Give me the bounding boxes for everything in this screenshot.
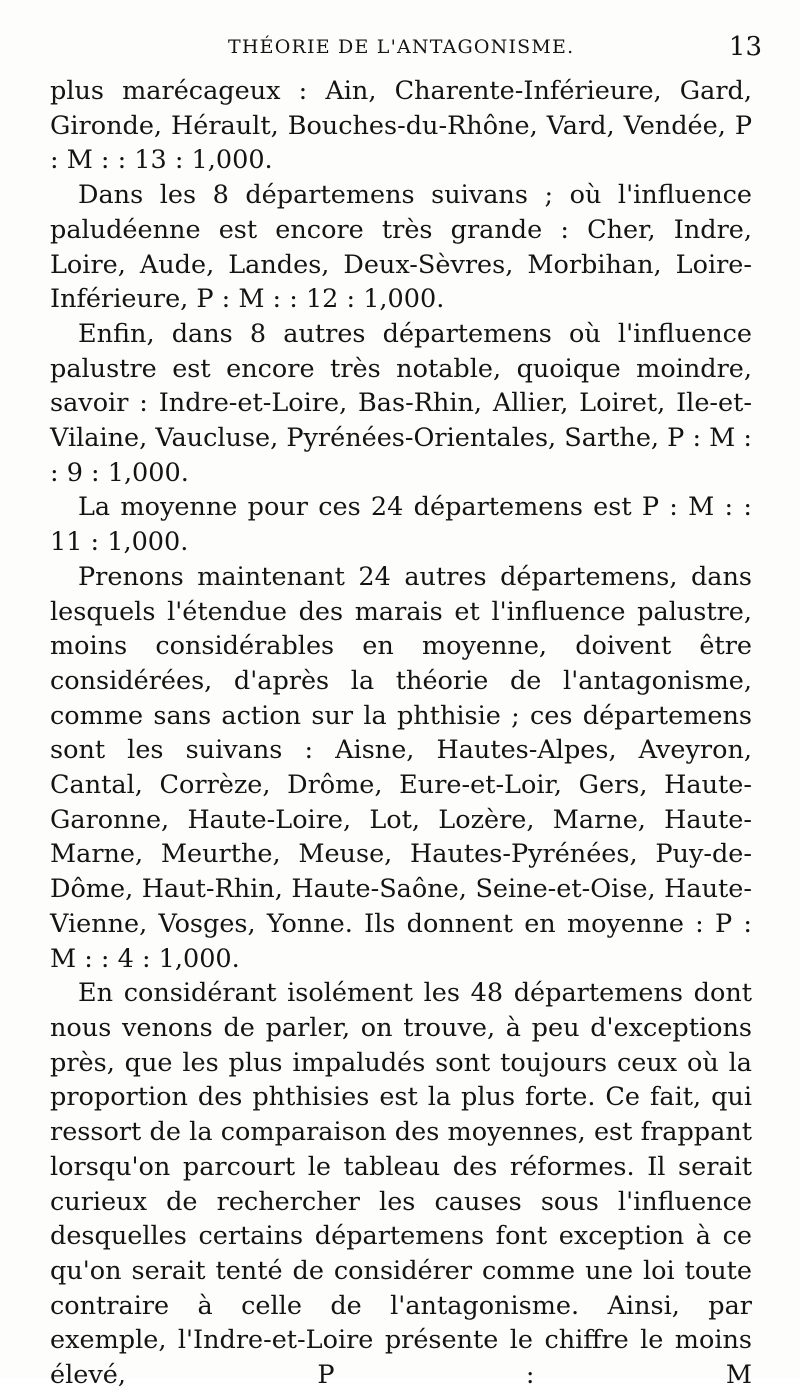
running-head-title: THÉORIE DE L'ANTAGONISME. [228, 36, 575, 58]
page-number: 13 [728, 32, 762, 62]
paragraph-continued: plus marécageux : Ain, Charente-Inférieure, Gard, Gironde, Hérault, Bouches-du-Rhône, Vard, Vendée, P : M : : 13 : 1,000. [50, 76, 752, 176]
paragraph: Prenons maintenant 24 autres départemens, dans lesquels l'étendue des marais et l'influence palustre, moins considérables en moyenne, doivent être considérées, d'après la théorie de l'antagonisme, comme sans action sur la phthisie ; ces départemens sont les suivans : Aisne, Hautes-Alpes, Aveyron, Cantal, Corrèze, Drôme, Eure-et-Loir, Gers, Haute-Garonne, Haute-Loire, Lot, Lozère, Marne, Haute-Marne, Meurthe, Meuse, Hautes-Pyrénées, Puy-de-Dôme, Haut-Rhin, Haute-Saône, Seine-et-Oise, Haute-Vienne, Vosges, Yonne. Ils donnent en moyenne : P : M : : 4 : 1,000. [50, 561, 752, 974]
running-head [50, 32, 762, 70]
paragraph: Enfin, dans 8 autres départemens où l'influence palustre est encore très notable, quoique moindre, savoir : Indre-et-Loire, Bas-Rhin, Allier, Loiret, Ile-et-Vilaine, Vaucluse, Pyrénées-Orientales, Sarthe, P : M : : 9 : 1,000. [50, 318, 752, 488]
body-text [50, 74, 752, 1393]
paragraph: En considérant isolément les 48 départemens dont nous venons de parler, on trouve, à peu d'exceptions près, que les plus impaludés sont toujours ceux où la proportion des phthisies est la plus forte. Ce fait, qui ressort de la comparaison des moyennes, est frappant lorsqu'on parcourt le tableau des réformes. Il serait curieux de rechercher les causes sous l'influence desquelles certains départemens font exception à ce qu'on serait tenté de considérer comme une loi toute contraire à celle de l'antagonisme. Ainsi, par exemple, l'Indre-et-Loire présente le chiffre le moins élevé, P : M [50, 978, 752, 1391]
paragraph: La moyenne pour ces 24 départemens est P : M : : 11 : 1,000. [50, 492, 752, 558]
paragraph: Dans les 8 départemens suivans ; où l'influence paludéenne est encore très grande : Cher, Indre, Loire, Aude, Landes, Deux-Sèvres, Morbihan, Loire-Inférieure, P : M : : 12 : 1,000. [50, 180, 752, 315]
